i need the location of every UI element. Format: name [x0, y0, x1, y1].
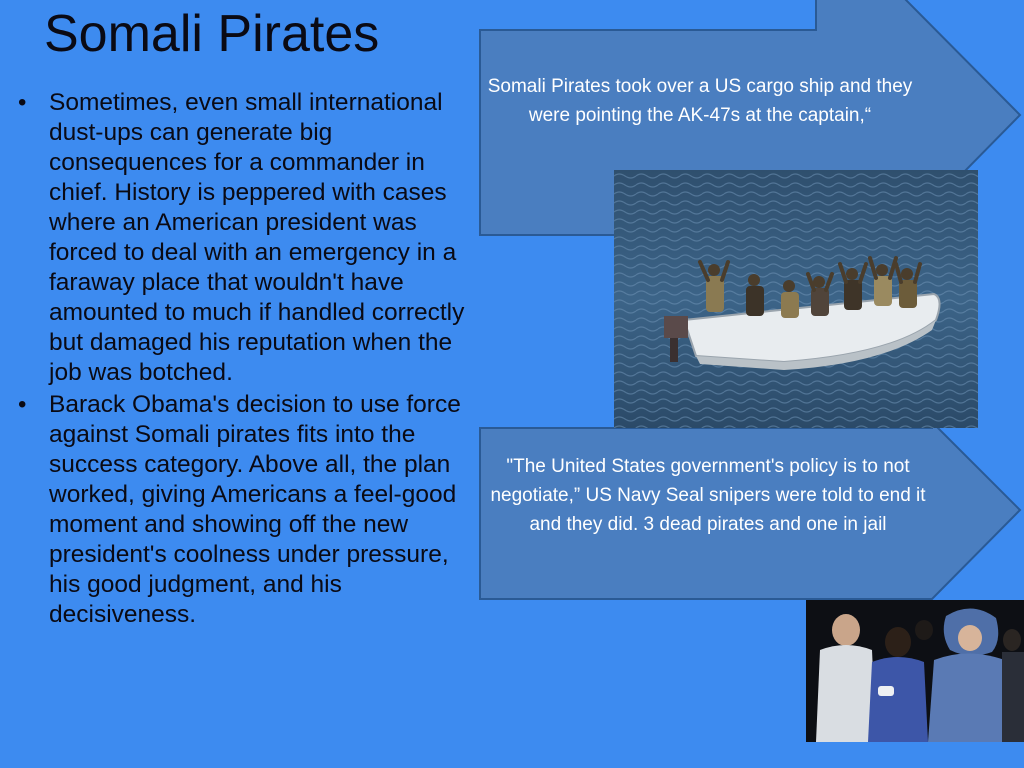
custody-photo — [806, 600, 1024, 742]
bullet-item — [16, 88, 478, 388]
pirates-boat-photo — [614, 170, 978, 428]
bullet-dot-icon: • — [18, 89, 27, 116]
slide-title: Somali Pirates — [44, 5, 380, 63]
callout-top-text: Somali Pirates took over a US cargo ship and they were pointing the AK-47s at the captain,“ — [487, 76, 913, 126]
callout-bottom-text: "The United States government's policy is to not negotiate,” US Navy Seal snipers were told to end it and they did. 3 dead pirates and one in jail — [490, 456, 926, 535]
bullet-item — [16, 390, 478, 630]
bullet-text: Barack Obama's decision to use force against Somali pirates fits into the success category. Above all, the plan worked, giving Americans a feel-good moment and showing off the new president's coolness under pressure, his good judgment, and his decisiveness. — [49, 391, 461, 628]
bullet-list — [16, 88, 478, 632]
bullet-dot-icon: • — [18, 391, 27, 418]
bullet-text: Sometimes, even small international dust-ups can generate big consequences for a commander in chief. History is peppered with cases where an American president was forced to deal with an emergency in a faraway place that wouldn't have amounted to much if handled correctly but damaged his reputation when the job was botched. — [49, 89, 465, 386]
